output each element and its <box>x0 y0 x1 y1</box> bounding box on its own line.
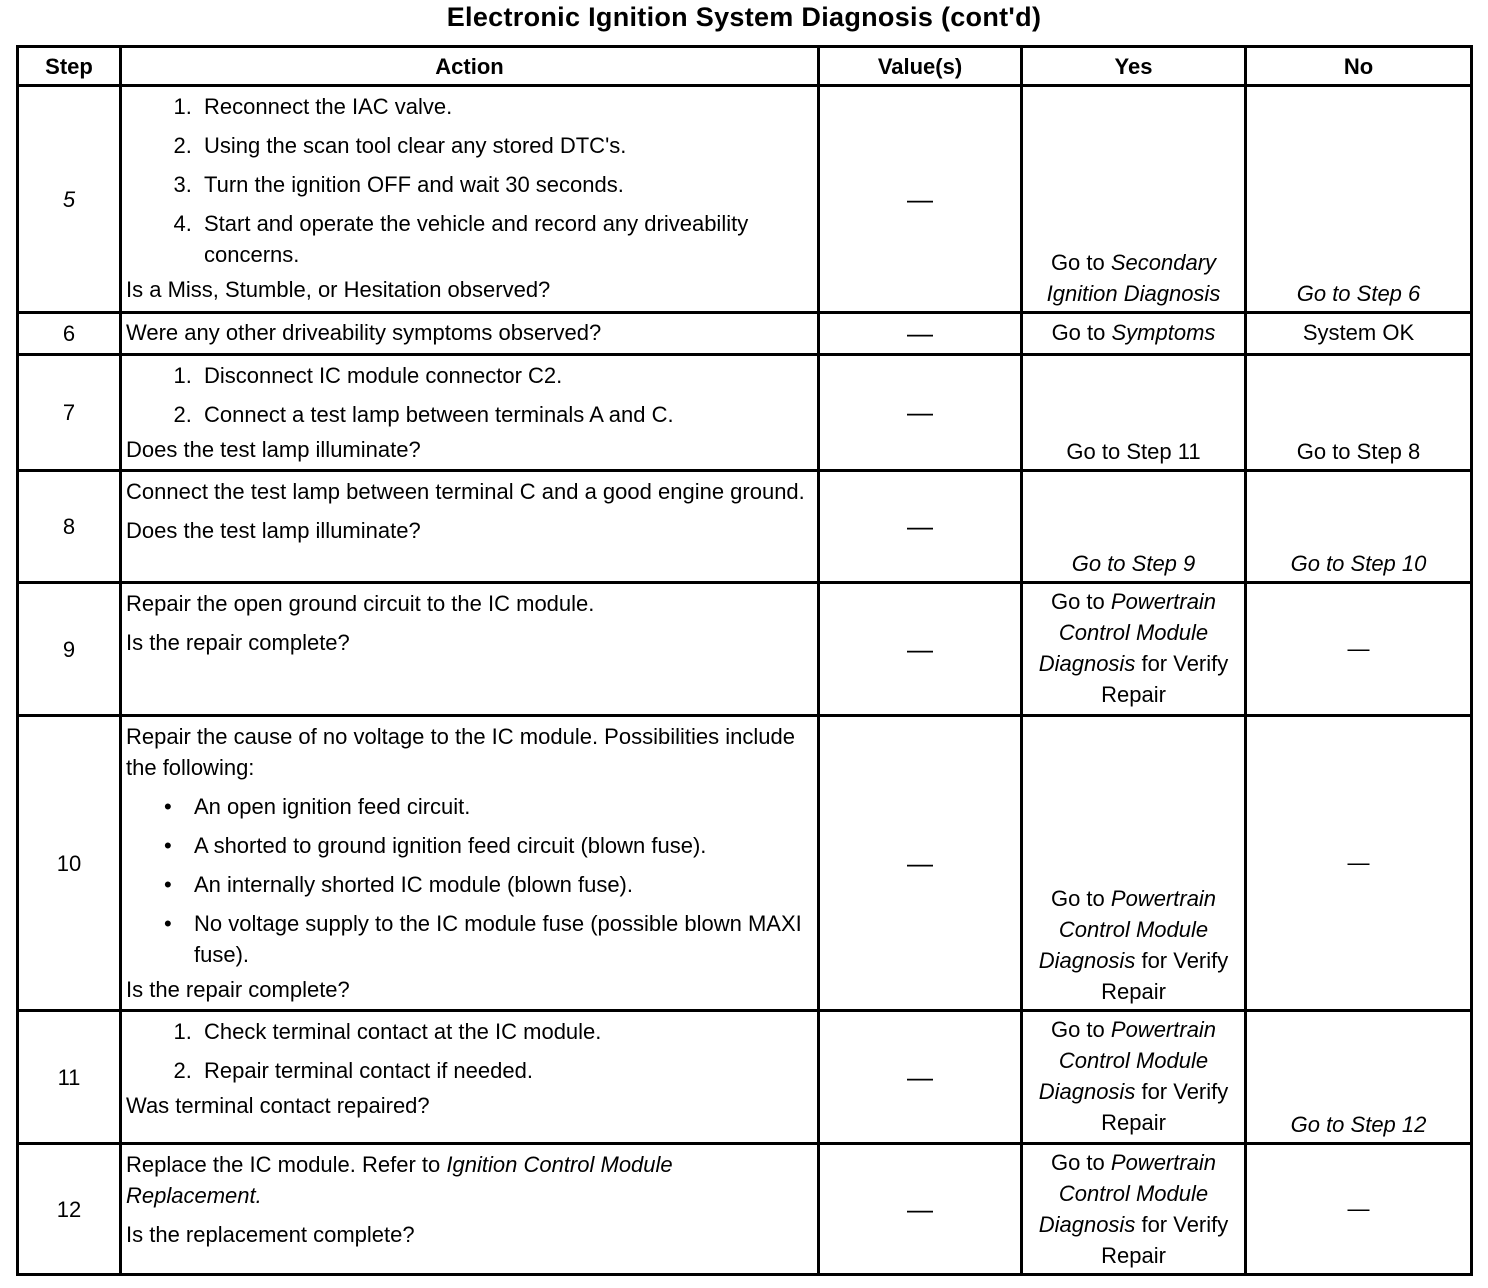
value-cell: — <box>819 1011 1022 1144</box>
yes-cell <box>1022 1144 1246 1275</box>
action-text-prefix: Replace the IC module. Refer to <box>126 1152 441 1177</box>
diagnosis-table <box>16 45 1473 1276</box>
action-cell <box>121 355 819 471</box>
header-action: Action <box>121 47 819 86</box>
action-cell <box>121 1011 819 1144</box>
value-cell: — <box>819 471 1022 583</box>
action-steps <box>126 91 813 270</box>
action-step: 2. Connect a test lamp between terminals A and C. <box>198 399 813 430</box>
action-step: 3. Turn the ignition OFF and wait 30 seconds. <box>198 169 813 200</box>
bullet-item: • An open ignition feed circuit. <box>164 794 471 819</box>
no-cell: — <box>1246 583 1472 716</box>
value-cell: — <box>819 716 1022 1011</box>
bullet-text: No voltage supply to the IC module fuse (possible blown MAXI fuse). <box>194 911 802 967</box>
action-question: Is the repair complete? <box>126 977 350 1002</box>
action-question: Were any other driveability symptoms observed? <box>121 313 819 355</box>
yes-prefix: Go to <box>1050 1150 1105 1175</box>
yes-prefix: Go to <box>1050 589 1105 614</box>
action-step: 1. Disconnect IC module connector C2. <box>198 360 813 391</box>
action-steps <box>126 1016 813 1086</box>
action-text-link[interactable]: Ignition Control Module Replacement. <box>126 1152 673 1208</box>
table-row <box>18 1011 1472 1144</box>
header-step: Step <box>18 47 121 86</box>
page-title: Electronic Ignition System Diagnosis (cont'd) <box>446 2 1042 32</box>
value-cell: — <box>819 583 1022 716</box>
yes-cell <box>1022 1011 1246 1144</box>
action-question: Is the replacement complete? <box>126 1222 415 1247</box>
step-number: 11 <box>18 1011 121 1144</box>
action-step: 2. Using the scan tool clear any stored DTC's. <box>198 130 813 161</box>
no-cell: — <box>1246 1144 1472 1275</box>
header-no: No <box>1246 47 1472 86</box>
yes-cell <box>1022 583 1246 716</box>
action-bullets <box>126 791 813 970</box>
step-number: 10 <box>18 716 121 1011</box>
step-number: 6 <box>18 313 121 355</box>
action-text: Repair the cause of no voltage to the IC module. Possibilities include the following: <box>126 724 795 780</box>
action-question: Does the test lamp illuminate? <box>126 518 421 543</box>
action-cell <box>121 583 819 716</box>
yes-prefix: Go to <box>1050 1017 1105 1042</box>
value-cell: — <box>819 355 1022 471</box>
action-cell <box>121 1144 819 1275</box>
table-row <box>18 86 1472 313</box>
table-row <box>18 313 1472 355</box>
action-question: Was terminal contact repaired? <box>126 1093 430 1118</box>
action-step: 1. Check terminal contact at the IC module. <box>198 1016 813 1047</box>
action-text: Connect the test lamp between terminal C and a good engine ground. <box>126 479 805 504</box>
table-row <box>18 471 1472 583</box>
step-number: 12 <box>18 1144 121 1275</box>
yes-link[interactable]: Powertrain Control Module Diagnosis <box>1038 589 1217 676</box>
yes-cell[interactable]: Go to Step 9 <box>1022 471 1246 583</box>
yes-suffix: for Verify Repair <box>1101 1212 1229 1268</box>
bullet-item: • An internally shorted IC module (blown fuse). <box>164 872 633 897</box>
action-step: 2. Repair terminal contact if needed. <box>198 1055 813 1086</box>
header-row <box>18 47 1472 86</box>
yes-link[interactable]: Symptoms <box>1111 320 1216 345</box>
yes-prefix: Go to <box>1050 886 1105 911</box>
value-cell: — <box>819 1144 1022 1275</box>
yes-link[interactable]: Powertrain Control Module Diagnosis <box>1038 1017 1217 1104</box>
yes-prefix: Go to <box>1050 250 1105 275</box>
yes-link[interactable]: Powertrain Control Module Diagnosis <box>1038 886 1217 973</box>
table-row <box>18 583 1472 716</box>
no-cell: System OK <box>1246 313 1472 355</box>
no-cell[interactable]: Go to Step 12 <box>1246 1011 1472 1144</box>
header-yes: Yes <box>1022 47 1246 86</box>
action-cell <box>121 86 819 313</box>
value-cell: — <box>819 313 1022 355</box>
no-cell[interactable]: Go to Step 8 <box>1246 355 1472 471</box>
bullet-item: • No voltage supply to the IC module fuse (possible blown MAXI fuse). <box>164 911 802 967</box>
yes-link[interactable]: Powertrain Control Module Diagnosis <box>1038 1150 1217 1237</box>
no-cell[interactable]: Go to Step 10 <box>1246 471 1472 583</box>
table-row <box>18 355 1472 471</box>
step-number: 5 <box>18 86 121 313</box>
action-text <box>126 1149 813 1211</box>
yes-suffix: for Verify Repair <box>1101 948 1229 1004</box>
bullet-item: • A shorted to ground ignition feed circuit (blown fuse). <box>164 833 707 858</box>
header-values: Value(s) <box>819 47 1022 86</box>
yes-prefix: Go to <box>1051 320 1106 345</box>
table-row <box>18 716 1472 1011</box>
step-number: 9 <box>18 583 121 716</box>
yes-link[interactable]: Secondary Ignition Diagnosis <box>1046 250 1221 306</box>
no-cell: — <box>1246 716 1472 1011</box>
action-question: Is the repair complete? <box>126 630 350 655</box>
action-text: Repair the open ground circuit to the IC module. <box>126 591 595 616</box>
bullet-text: An open ignition feed circuit. <box>194 794 471 819</box>
action-question: Does the test lamp illuminate? <box>126 437 421 462</box>
no-cell[interactable]: Go to Step 6 <box>1246 86 1472 313</box>
action-steps <box>126 360 813 430</box>
action-step: 1. Reconnect the IAC valve. <box>198 91 813 122</box>
table-row <box>18 1144 1472 1275</box>
bullet-text: An internally shorted IC module (blown fuse). <box>194 872 633 897</box>
action-question: Is a Miss, Stumble, or Hesitation observed? <box>126 277 551 302</box>
yes-cell <box>1022 716 1246 1011</box>
yes-suffix: for Verify Repair <box>1101 1079 1229 1135</box>
action-cell <box>121 471 819 583</box>
action-cell <box>121 716 819 1011</box>
step-number: 7 <box>18 355 121 471</box>
yes-suffix: for Verify Repair <box>1101 651 1229 707</box>
yes-cell[interactable]: Go to Step 11 <box>1022 355 1246 471</box>
yes-cell <box>1022 86 1246 313</box>
action-step: 4. Start and operate the vehicle and record any driveability concerns. <box>198 208 813 270</box>
yes-cell <box>1022 313 1246 355</box>
bullet-text: A shorted to ground ignition feed circuit (blown fuse). <box>194 833 707 858</box>
value-cell: — <box>819 86 1022 313</box>
step-number: 8 <box>18 471 121 583</box>
